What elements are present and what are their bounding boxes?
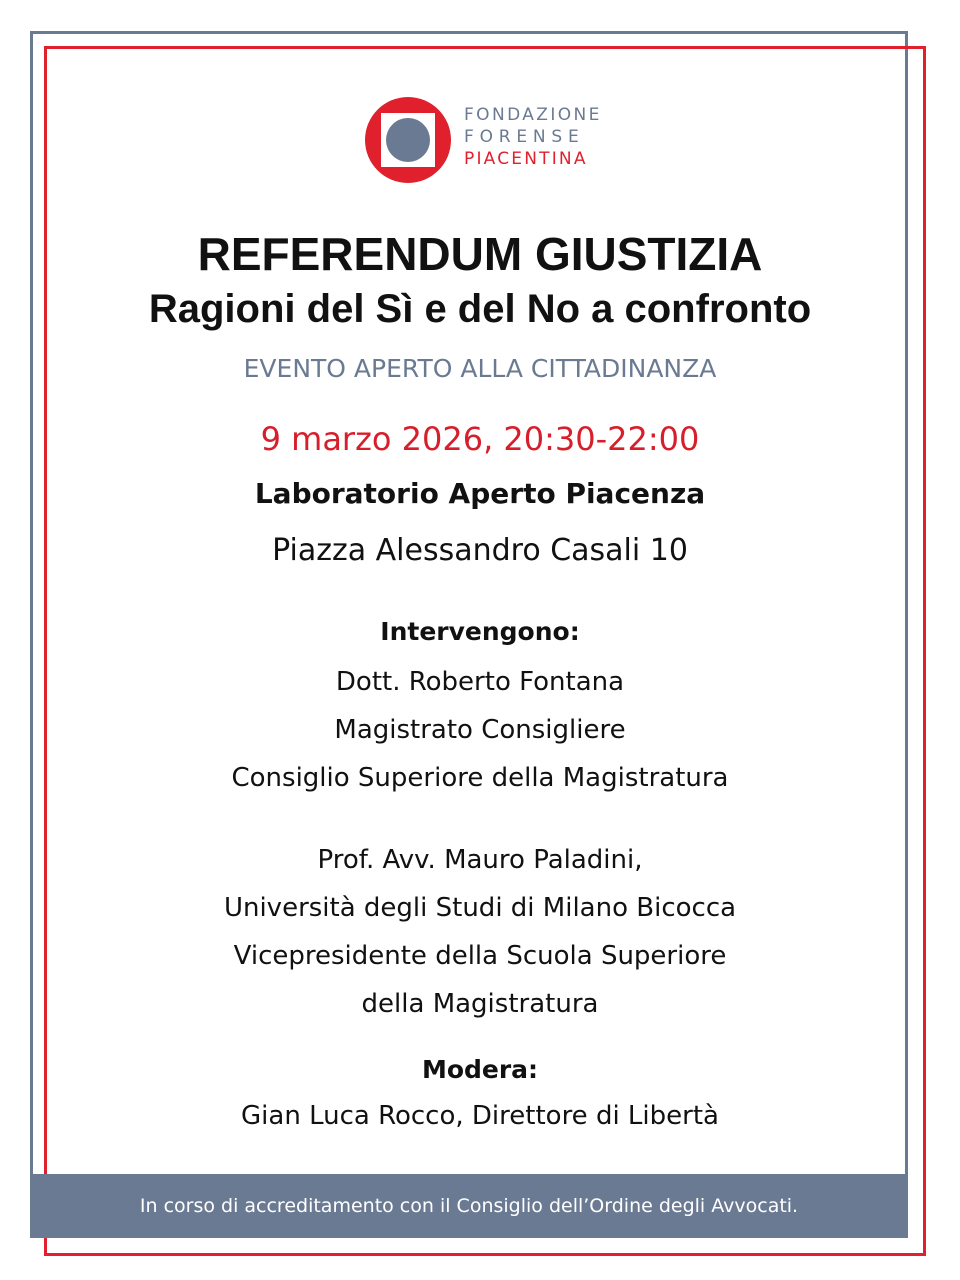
speaker-1-role: Magistrato Consigliere <box>334 715 626 745</box>
moderator-heading: Modera: <box>421 1055 539 1084</box>
event-venue: Laboratorio Aperto Piacenza <box>254 477 706 510</box>
accreditation-note: In corso di accreditamento con il Consiglio dell’Ordine degli Avvocati. <box>139 1195 799 1217</box>
logo-line-2: FORENSE <box>464 127 585 147</box>
logo-line-3: PIACENTINA <box>464 149 588 169</box>
moderator-name: Gian Luca Rocco, Direttore di Libertà <box>241 1101 719 1131</box>
event-title: REFERENDUM GIUSTIZIA <box>197 228 763 280</box>
logo-wordmark <box>464 104 602 170</box>
foundation-logo-icon <box>364 96 452 184</box>
speakers-heading: Intervengono: <box>380 617 580 646</box>
speaker-1-name: Dott. Roberto Fontana <box>335 667 625 697</box>
event-address: Piazza Alessandro Casali 10 <box>272 533 688 568</box>
speaker-2-role-continued: della Magistratura <box>361 989 599 1019</box>
speaker-1 <box>0 658 960 802</box>
speaker-2-university: Università degli Studi di Milano Bicocca <box>223 893 737 923</box>
speaker-2-role: Vicepresidente della Scuola Superiore <box>233 941 727 971</box>
accreditation-footer <box>30 1174 908 1238</box>
foundation-logo <box>364 96 604 186</box>
open-event-note: EVENTO APERTO ALLA CITTADINANZA <box>243 354 717 383</box>
speaker-1-institution: Consiglio Superiore della Magistratura <box>231 763 729 793</box>
speaker-2 <box>0 836 960 1028</box>
logo-line-1: FONDAZIONE <box>464 105 602 125</box>
speaker-2-name: Prof. Avv. Mauro Paladini, <box>317 845 643 875</box>
event-subtitle: Ragioni del Sì e del No a confronto <box>148 287 812 331</box>
event-datetime: 9 marzo 2026, 20:30-22:00 <box>260 420 700 458</box>
